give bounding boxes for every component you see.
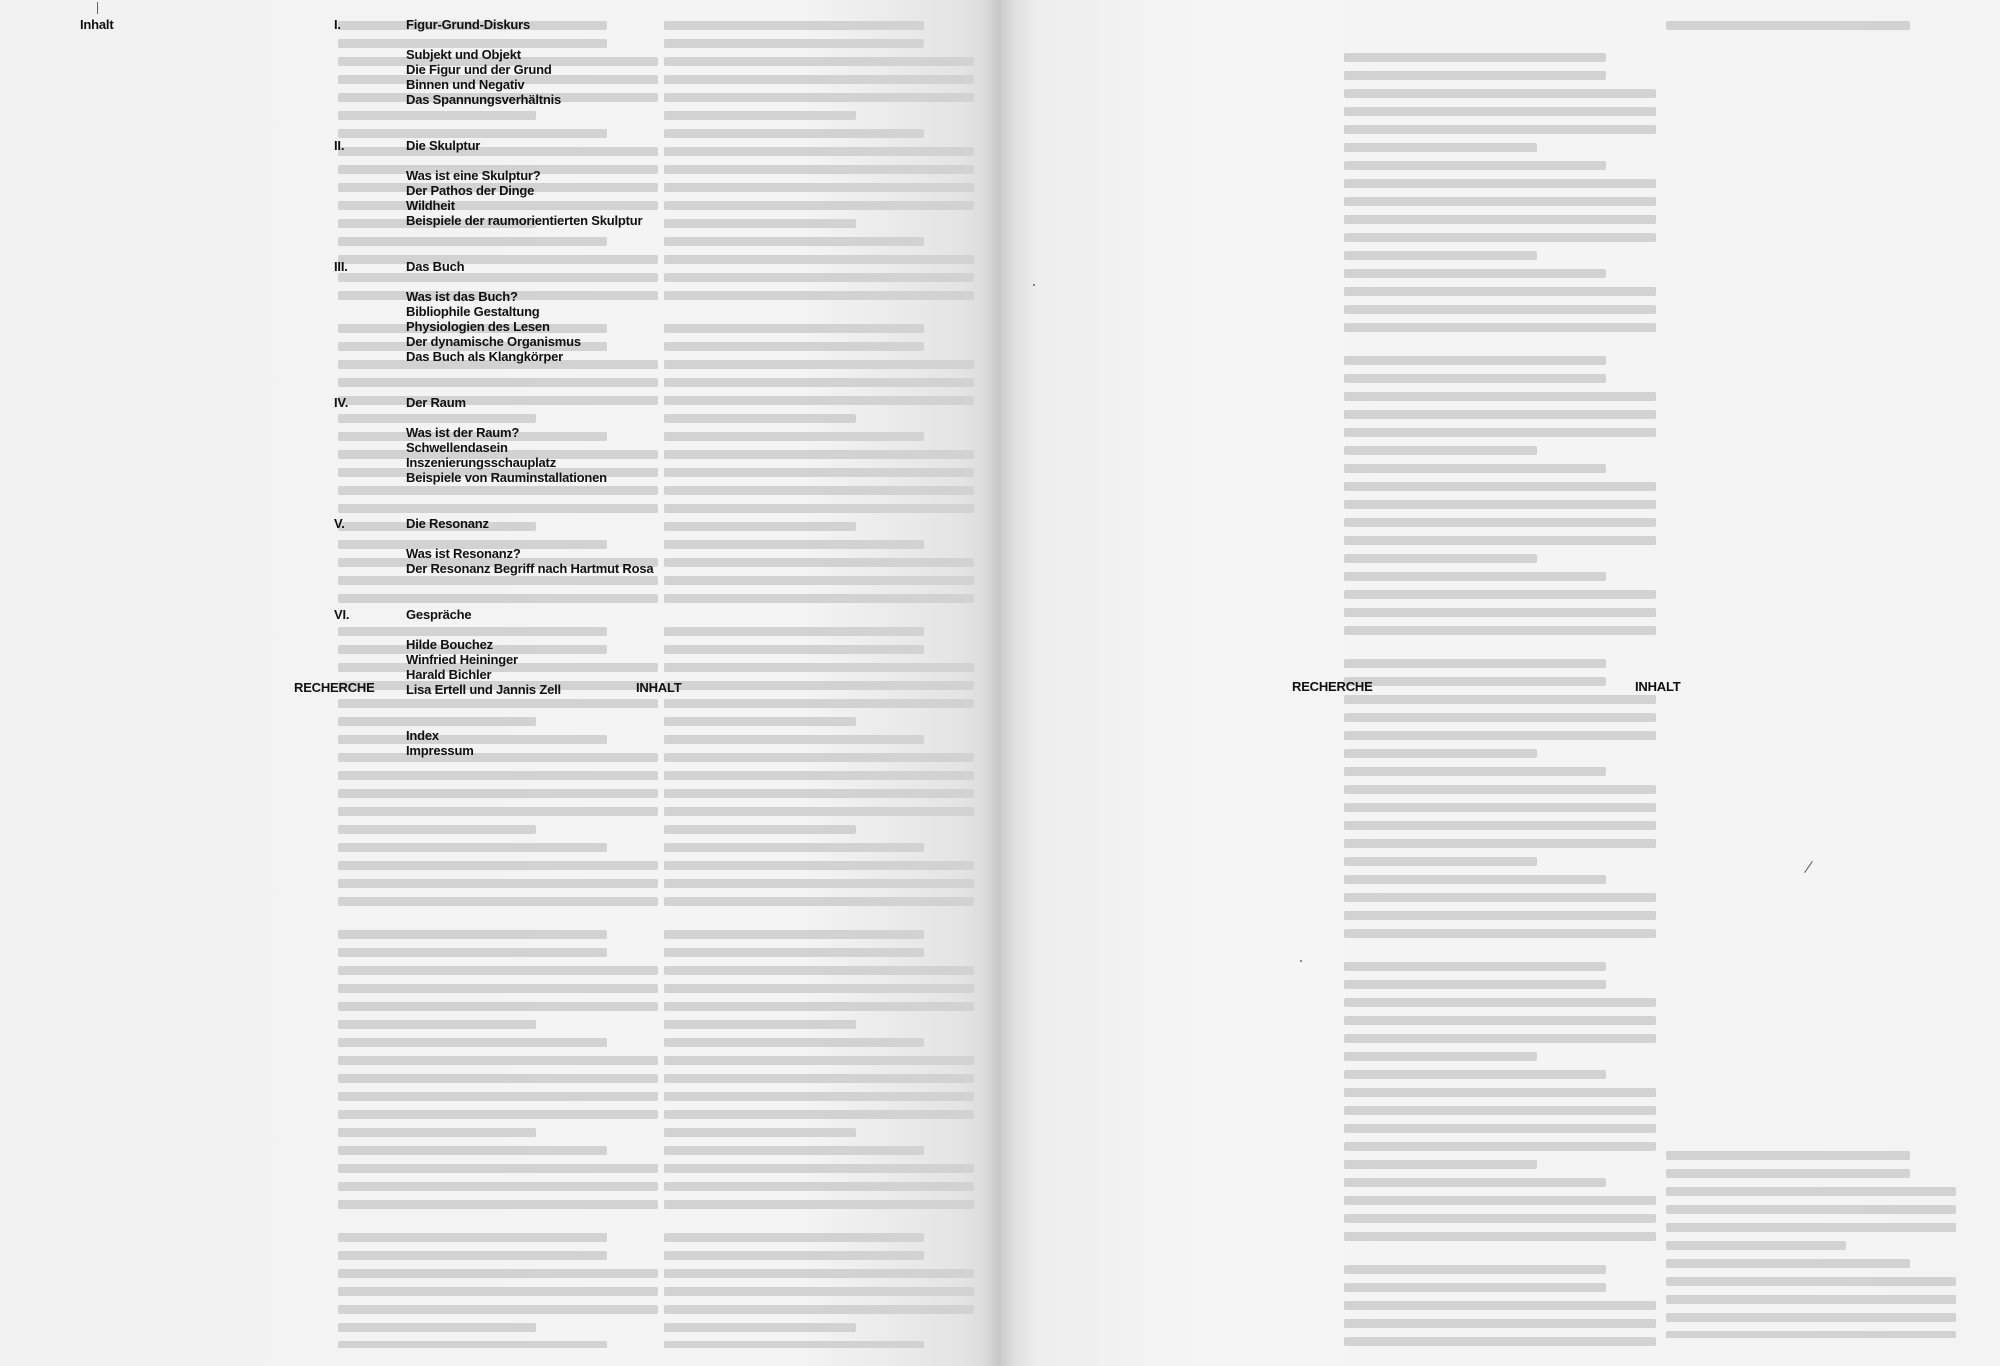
- toc-entry-index: Index: [406, 728, 439, 743]
- showthrough-line: [1344, 305, 1656, 320]
- showthrough-line: [664, 1020, 974, 1035]
- section-title: Die Resonanz: [406, 516, 489, 531]
- showthrough-line: [338, 807, 658, 822]
- showthrough-line: [338, 111, 658, 126]
- section-number: III.: [334, 259, 348, 274]
- showthrough-line: [1344, 287, 1656, 302]
- showthrough-line: [1344, 1301, 1656, 1316]
- showthrough-line: [664, 21, 974, 36]
- showthrough-line: [664, 1269, 974, 1284]
- showthrough-line: [1344, 857, 1656, 872]
- toc-section: [334, 17, 561, 107]
- showthrough-line: [1344, 197, 1656, 212]
- showthrough-line: [664, 183, 974, 198]
- showthrough-line: [1344, 875, 1656, 890]
- showthrough-line: [664, 1287, 974, 1302]
- showthrough-line: [338, 1182, 658, 1197]
- showthrough-line: [1344, 536, 1656, 551]
- showthrough-line: [338, 930, 658, 945]
- showthrough-line: [1344, 107, 1656, 122]
- showthrough-line: [664, 1341, 974, 1348]
- showthrough-text-column: [664, 18, 974, 1348]
- toc-entry: Der Resonanz Begriff nach Hartmut Rosa: [406, 561, 654, 576]
- toc-entry: Der Pathos der Dinge: [406, 183, 535, 198]
- showthrough-line: [1344, 1265, 1656, 1280]
- showthrough-line: [1344, 1088, 1656, 1103]
- showthrough-line: [338, 984, 658, 999]
- showthrough-line: [338, 1200, 658, 1215]
- showthrough-line: [1344, 71, 1656, 86]
- showthrough-line: [664, 129, 974, 144]
- section-marker-recherche: RECHERCHE: [1292, 679, 1373, 694]
- showthrough-line: [1344, 464, 1656, 479]
- showthrough-line: [338, 825, 658, 840]
- showthrough-line: [664, 966, 974, 981]
- toc-entry: Winfried Heininger: [406, 652, 518, 667]
- showthrough-text-column: [1666, 18, 1956, 42]
- showthrough-line: [338, 753, 658, 768]
- toc-entry: Wildheit: [406, 198, 455, 213]
- showthrough-line: [1344, 911, 1656, 926]
- showthrough-line: [664, 699, 974, 714]
- showthrough-line: [338, 948, 658, 963]
- showthrough-line: [1344, 338, 1656, 353]
- showthrough-line: [1344, 554, 1656, 569]
- showthrough-line: [338, 1215, 658, 1230]
- showthrough-line: [338, 966, 658, 981]
- showthrough-line: [1344, 215, 1656, 230]
- showthrough-line: [664, 93, 974, 108]
- showthrough-line: [1344, 590, 1656, 605]
- showthrough-line: [664, 645, 974, 660]
- section-number: I.: [334, 17, 341, 32]
- section-title: Die Skulptur: [406, 138, 481, 153]
- showthrough-line: [338, 897, 658, 912]
- showthrough-line: [664, 912, 974, 927]
- toc-entry-impressum: Impressum: [406, 743, 474, 758]
- showthrough-line: [664, 57, 974, 72]
- section-number: V.: [334, 516, 345, 531]
- showthrough-line: [664, 663, 974, 678]
- toc-title: Inhalt: [80, 17, 114, 32]
- showthrough-line: [664, 1056, 974, 1071]
- toc-entry: Subjekt und Objekt: [406, 47, 521, 62]
- showthrough-line: [664, 1038, 974, 1053]
- showthrough-line: [338, 1074, 658, 1089]
- showthrough-line: [1344, 410, 1656, 425]
- showthrough-line: [664, 558, 974, 573]
- showthrough-line: [1666, 1205, 1956, 1220]
- toc-entry: Die Figur und der Grund: [406, 62, 552, 77]
- toc-section: [334, 138, 642, 228]
- showthrough-line: [1344, 1052, 1656, 1067]
- showthrough-line: [664, 468, 974, 483]
- showthrough-line: [1344, 803, 1656, 818]
- showthrough-line: [1344, 161, 1656, 176]
- showthrough-line: [1344, 1160, 1656, 1175]
- toc-entry: Das Spannungsverhältnis: [406, 92, 562, 107]
- toc-entry: Lisa Ertell und Jannis Zell: [406, 682, 561, 697]
- showthrough-line: [664, 609, 974, 624]
- showthrough-line: [1344, 1178, 1656, 1193]
- section-title: Das Buch: [406, 259, 465, 274]
- showthrough-line: [1344, 785, 1656, 800]
- section-number: IV.: [334, 395, 349, 410]
- showthrough-line: [664, 324, 974, 339]
- showthrough-line: [664, 1146, 974, 1161]
- showthrough-line: [1344, 233, 1656, 248]
- toc-entry: Binnen und Negativ: [406, 77, 525, 92]
- toc-section: [334, 395, 607, 485]
- showthrough-line: [1344, 428, 1656, 443]
- showthrough-line: [338, 879, 658, 894]
- showthrough-line: [338, 1038, 658, 1053]
- showthrough-line: [338, 1092, 658, 1107]
- showthrough-line: [1344, 269, 1656, 284]
- toc-entry: Beispiele der raumorientierten Skulptur: [406, 213, 643, 228]
- showthrough-line: [1344, 1124, 1656, 1139]
- toc-appendix: [406, 728, 474, 758]
- showthrough-line: [664, 540, 974, 555]
- showthrough-line: [1344, 626, 1656, 641]
- showthrough-line: [664, 771, 974, 786]
- showthrough-line: [664, 1215, 974, 1230]
- showthrough-line: [664, 861, 974, 876]
- showthrough-line: [664, 219, 974, 234]
- showthrough-line: [1344, 659, 1656, 674]
- crop-mark: [97, 2, 98, 14]
- toc-entry: Beispiele von Rauminstallationen: [406, 470, 607, 485]
- showthrough-line: [1344, 929, 1656, 944]
- showthrough-line: [338, 1056, 658, 1071]
- section-title: Der Raum: [406, 395, 466, 410]
- showthrough-line: [338, 717, 658, 732]
- showthrough-line: [664, 1128, 974, 1143]
- showthrough-line: [664, 273, 974, 288]
- showthrough-line: [1666, 1259, 1956, 1274]
- showthrough-line: [664, 432, 974, 447]
- showthrough-line: [664, 825, 974, 840]
- section-items: [406, 289, 581, 364]
- showthrough-line: [664, 984, 974, 999]
- showthrough-line: [338, 1269, 658, 1284]
- showthrough-line: [1344, 518, 1656, 533]
- section-items: [406, 546, 653, 576]
- showthrough-line: [338, 1305, 658, 1320]
- showthrough-line: [664, 717, 974, 732]
- showthrough-line: [1344, 1070, 1656, 1085]
- section-items: [406, 637, 561, 697]
- showthrough-line: [664, 576, 974, 591]
- showthrough-line: [338, 1341, 658, 1348]
- showthrough-line: [1344, 374, 1656, 389]
- showthrough-line: [664, 450, 974, 465]
- showthrough-line: [664, 879, 974, 894]
- showthrough-line: [338, 486, 658, 501]
- toc-entry: Was ist Resonanz?: [406, 546, 521, 561]
- showthrough-line: [664, 1002, 974, 1017]
- section-number: VI.: [334, 607, 350, 622]
- showthrough-line: [338, 378, 658, 393]
- toc-section: [334, 259, 581, 364]
- showthrough-line: [1344, 53, 1656, 68]
- showthrough-line: [1666, 1277, 1956, 1292]
- section-marker-inhalt: INHALT: [1635, 679, 1681, 694]
- showthrough-line: [664, 1182, 974, 1197]
- showthrough-line: [1344, 695, 1656, 710]
- showthrough-line: [338, 771, 658, 786]
- showthrough-line: [664, 1092, 974, 1107]
- showthrough-line: [664, 594, 974, 609]
- showthrough-line: [664, 396, 974, 411]
- showthrough-line: [1666, 1241, 1956, 1256]
- showthrough-line: [338, 1164, 658, 1179]
- showthrough-line: [664, 504, 974, 519]
- showthrough-line: [1344, 767, 1656, 782]
- showthrough-line: [1344, 608, 1656, 623]
- showthrough-line: [1344, 125, 1656, 140]
- section-number: II.: [334, 138, 345, 153]
- showthrough-line: [664, 306, 974, 321]
- showthrough-text-column: [1344, 50, 1656, 1350]
- showthrough-line: [1666, 1187, 1956, 1202]
- showthrough-line: [1344, 89, 1656, 104]
- section-items: [406, 425, 607, 485]
- showthrough-line: [1344, 356, 1656, 371]
- section-items: [406, 47, 561, 107]
- section-title: Gespräche: [406, 607, 472, 622]
- showthrough-line: [1344, 446, 1656, 461]
- section-title: Figur-Grund-Diskurs: [406, 17, 531, 32]
- showthrough-line: [664, 291, 974, 306]
- showthrough-line: [664, 147, 974, 162]
- showthrough-line: [664, 39, 974, 54]
- toc-entry: Physiologien des Lesen: [406, 319, 550, 334]
- showthrough-line: [338, 1002, 658, 1017]
- toc-entry: Was ist das Buch?: [406, 289, 518, 304]
- showthrough-line: [338, 735, 658, 750]
- showthrough-line: [338, 1323, 658, 1338]
- showthrough-line: [1344, 1142, 1656, 1157]
- showthrough-line: [1666, 21, 1956, 36]
- toc-entry: Der dynamische Organismus: [406, 334, 581, 349]
- showthrough-line: [1344, 980, 1656, 995]
- showthrough-line: [664, 627, 974, 642]
- paper-speck: [1033, 284, 1035, 286]
- showthrough-line: [1344, 251, 1656, 266]
- toc-entry: Hilde Bouchez: [406, 637, 493, 652]
- section-marker-inhalt: INHALT: [636, 680, 682, 695]
- showthrough-line: [1344, 1214, 1656, 1229]
- book-gutter: [984, 0, 1016, 1366]
- showthrough-line: [664, 165, 974, 180]
- showthrough-line: [664, 948, 974, 963]
- toc-entry: Inszenierungsschauplatz: [406, 455, 556, 470]
- showthrough-line: [338, 861, 658, 876]
- showthrough-line: [1666, 1169, 1956, 1184]
- showthrough-line: [1344, 821, 1656, 836]
- showthrough-line: [664, 1233, 974, 1248]
- toc-entry: Was ist der Raum?: [406, 425, 520, 440]
- showthrough-line: [1344, 962, 1656, 977]
- showthrough-line: [1344, 944, 1656, 959]
- toc-entry: Das Buch als Klangkörper: [406, 349, 564, 364]
- showthrough-line: [664, 201, 974, 216]
- showthrough-line: [1344, 713, 1656, 728]
- showthrough-line: [664, 342, 974, 357]
- showthrough-line: [1344, 143, 1656, 158]
- showthrough-line: [338, 1110, 658, 1125]
- showthrough-line: [1344, 893, 1656, 908]
- showthrough-line: [1666, 1295, 1956, 1310]
- showthrough-line: [1344, 572, 1656, 587]
- showthrough-line: [338, 1233, 658, 1248]
- showthrough-line: [338, 843, 658, 858]
- showthrough-line: [664, 1200, 974, 1215]
- showthrough-line: [338, 789, 658, 804]
- showthrough-line: [1666, 1331, 1956, 1338]
- showthrough-line: [664, 681, 974, 696]
- section-items: [406, 168, 642, 228]
- showthrough-line: [664, 522, 974, 537]
- showthrough-line: [1344, 1034, 1656, 1049]
- showthrough-line: [664, 843, 974, 858]
- showthrough-line: [664, 111, 974, 126]
- showthrough-line: [664, 255, 974, 270]
- toc-entry: Was ist eine Skulptur?: [406, 168, 541, 183]
- showthrough-line: [1666, 1223, 1956, 1238]
- toc-entry: Harald Bichler: [406, 667, 492, 682]
- showthrough-line: [1344, 839, 1656, 854]
- showthrough-line: [664, 789, 974, 804]
- showthrough-line: [1344, 179, 1656, 194]
- showthrough-line: [338, 699, 658, 714]
- showthrough-line: [1344, 1106, 1656, 1121]
- section-marker-recherche: RECHERCHE: [294, 680, 375, 695]
- showthrough-line: [338, 1020, 658, 1035]
- showthrough-line: [664, 807, 974, 822]
- toc-section: [334, 516, 653, 576]
- showthrough-line: [664, 486, 974, 501]
- showthrough-line: [664, 1110, 974, 1125]
- showthrough-line: [338, 1287, 658, 1302]
- toc-entry: Bibliophile Gestaltung: [406, 304, 540, 319]
- showthrough-line: [664, 897, 974, 912]
- showthrough-line: [1344, 1319, 1656, 1334]
- showthrough-line: [1344, 392, 1656, 407]
- showthrough-line: [338, 1128, 658, 1143]
- showthrough-line: [1344, 998, 1656, 1013]
- showthrough-line: [664, 930, 974, 945]
- showthrough-line: [338, 1251, 658, 1266]
- showthrough-line: [1344, 731, 1656, 746]
- showthrough-line: [338, 912, 658, 927]
- showthrough-line: [1344, 1283, 1656, 1298]
- showthrough-line: [664, 360, 974, 375]
- toc-entry: Schwellendasein: [406, 440, 508, 455]
- showthrough-line: [664, 735, 974, 750]
- showthrough-line: [1344, 1247, 1656, 1262]
- showthrough-line: [1344, 500, 1656, 515]
- showthrough-line: [664, 1323, 974, 1338]
- showthrough-footnotes: [1666, 1148, 1956, 1338]
- showthrough-line: [664, 1164, 974, 1179]
- showthrough-line: [664, 414, 974, 429]
- showthrough-line: [664, 237, 974, 252]
- showthrough-line: [1344, 323, 1656, 338]
- showthrough-line: [664, 378, 974, 393]
- showthrough-line: [1344, 1016, 1656, 1031]
- showthrough-line: [1344, 482, 1656, 497]
- showthrough-line: [664, 1251, 974, 1266]
- showthrough-line: [664, 753, 974, 768]
- showthrough-line: [1344, 1337, 1656, 1350]
- paper-speck: [1300, 960, 1302, 962]
- showthrough-line: [664, 1305, 974, 1320]
- showthrough-line: [1344, 677, 1656, 692]
- showthrough-line: [664, 75, 974, 90]
- showthrough-line: [1344, 749, 1656, 764]
- showthrough-line: [338, 576, 658, 591]
- showthrough-line: [1344, 1196, 1656, 1211]
- showthrough-line: [664, 1074, 974, 1089]
- showthrough-line: [338, 237, 658, 252]
- showthrough-line: [1344, 641, 1656, 656]
- showthrough-line: [1666, 1151, 1956, 1166]
- showthrough-line: [1344, 1232, 1656, 1247]
- showthrough-line: [1666, 1313, 1956, 1328]
- showthrough-line: [338, 1146, 658, 1161]
